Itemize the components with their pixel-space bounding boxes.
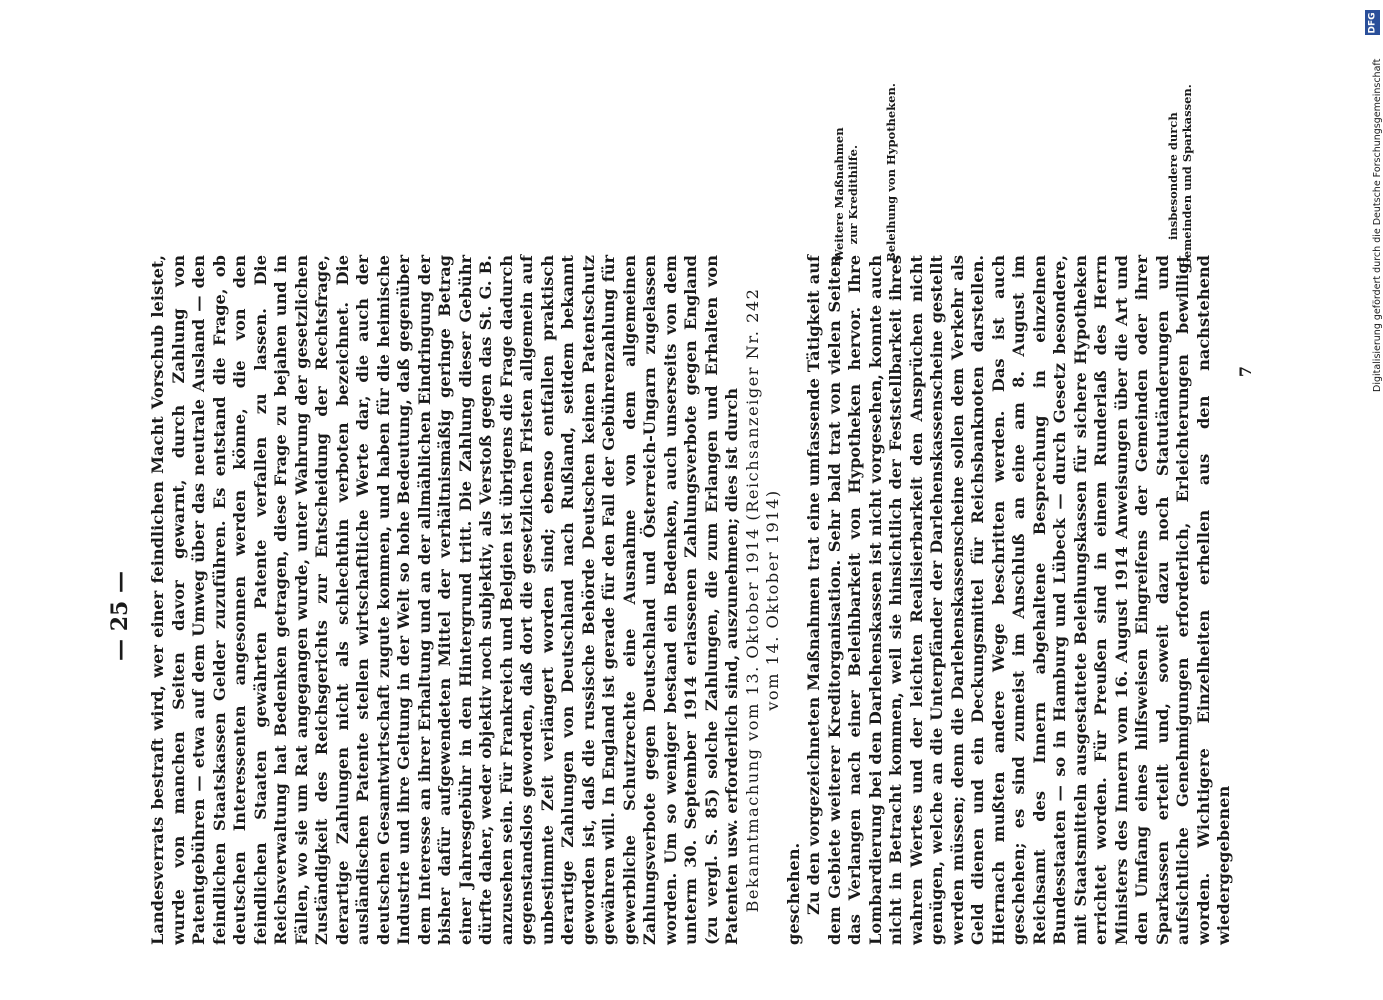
dfg-logo: DFG [1365, 10, 1380, 35]
paragraph-2: Zu den vorgezeichneten Maßnahmen trat eine umfassende Tätigkeit auf dem Gebiete weiterer Kreditorganisation. Sehr bald trat von vielen Seiten das Verlangen nach einer Beleihbarkeit von Hypotheken hervor. Ihre Lombardierung bei den Darlehenskassen ist nicht vorgesehen, konnte auch nicht in Betracht kommen, weil sie hinsichtlich der Feststellbarkeit ihres wahren Wertes und der leichten Realisierbarkeit den Ansprüchen nicht genügen, welche an die Unterpfänder der Darlehenskassenscheine gestellt werden müssen; denn die Darlehenskassenscheine sollen dem Verkehr als Geld dienen und ein Deckungsmittel für Reichsbanknoten darstellen. Hiernach mußten andere Wege beschritten werden. Das ist auch geschehen; es sind zumeist im Anschluß an eine am 8. August im Reichsamt des Innern abgehaltene Besprechung in einzelnen Bundesstaaten — so in Hamburg und Lübeck — durch Gesetz besondere, mit Staatsmitteln ausgestattete Beleihungskassen für sichere Hypotheken errichtet worden. Für Preußen sind in einem Runderlaß des Herrn Ministers des Innern vom 16. August 1914 Anweisungen über die Art und den Umfang eines hilfsweisen Eingreifens der Gemeinden oder ihrer Sparkassen erteilt und, soweit dazu noch Statutänderungen und aufsichtliche Genehmigungen erforderlich, Erleichterungen bewilligt worden. Wichtigere Einzelheiten erhellen aus den nachstehend wiedergegebenen [804, 255, 1233, 945]
margin-note-kredithilfe: Weitere Maßnahmen zur Kredithilfe. [832, 127, 860, 262]
decree-line-2: vom 14. Oktober 1914) [763, 489, 782, 711]
digitization-credit: Digitalisierung gefördert durch die Deutsche Forschungsgemeinschaft [1372, 58, 1383, 392]
main-text-block [148, 255, 1248, 945]
after-decree: geschehen. [783, 842, 803, 945]
page-header [100, 571, 140, 661]
paragraph-1: Landesverrats bestraft wird, wer einer feindlichen Macht Vorschub leistet, wurde von manchen Seiten davor gewarnt, durch Zahlung von Patentgebühren — etwa auf dem Umweg über das neutrale Ausland — den feindlichen Staatskassen Gelder zuzuführen. Es entstand die Frage, ob deutschen Interessenten angesonnen werden könne, die von den feindlichen Staaten gewährten Patente verfallen zu lassen. Die Reichsverwaltung hat Bedenken getragen, diese Frage zu bejahen und in Fällen, wo sie um Rat angegangen wurde, unter Wahrung der gesetzlichen Zuständigkeit des Reichsgerichts zur Entscheidung der Rechtsfrage, derartige Zahlungen nicht als schlechthin verboten bezeichnet. Die ausländischen Patente stellen wirtschaftliche Werte dar, die auch der deutschen Gesamtwirtschaft zugute kommen, und haben für die heimische Industrie und ihre Geltung in der Welt so hohe Bedeutung, daß gegenüber dem Interesse an ihrer Erhaltung und an der allmählichen Eindringung der bisher dafür aufgewendeten Mittel der verhältnismäßig geringe Betrag einer Jahresgebühr in den Hintergrund tritt. Die Zahlung dieser Gebühr dürfte daher, weder objektiv noch subjektiv, als Verstoß gegen das St. G. B. anzusehen sein. Für Frankreich und Belgien ist übrigens die Frage dadurch gegenstandslos geworden, daß dort die gesetzlichen Fristen allgemein auf unbestimmte Zeit verlängert worden sind; ebenso entfallen praktisch derartige Zahlungen von Deutschland nach Rußland, seitdem bekannt geworden ist, daß die russische Behörde Deutschen keinen Patentschutz gewähren will. In England ist gerade für den Fall der Gebührenzahlung für gewerbliche Schutzrechte eine Ausnahme von dem allgemeinen Zahlungsverbote gegen Deutschland und Österreich-Ungarn zugelassen worden. Um so weniger bestand ein Bedenken, auch unserseits von dem unterm 30. September 1914 erlassenen Zahlungsverbote gegen England (zu vergl. S. 85) solche Zahlungen, die zum Erlangen und Erhalten von Patenten usw. erforderlich sind, auszunehmen; dies ist durch [148, 255, 741, 945]
decree-line-1: Bekanntmachung vom 13. Oktober 1914 (Reichsanzeiger Nr. 242 [742, 287, 762, 913]
margin-note-sparkassen: insbesondere durch Gemeinden und Sparkassen. [1166, 84, 1194, 268]
margin-note-hypotheken: Beleihung von Hypotheken. [884, 83, 898, 262]
signature-mark: 7 [1236, 365, 1256, 378]
page-number-header: — 25 — [107, 571, 133, 661]
